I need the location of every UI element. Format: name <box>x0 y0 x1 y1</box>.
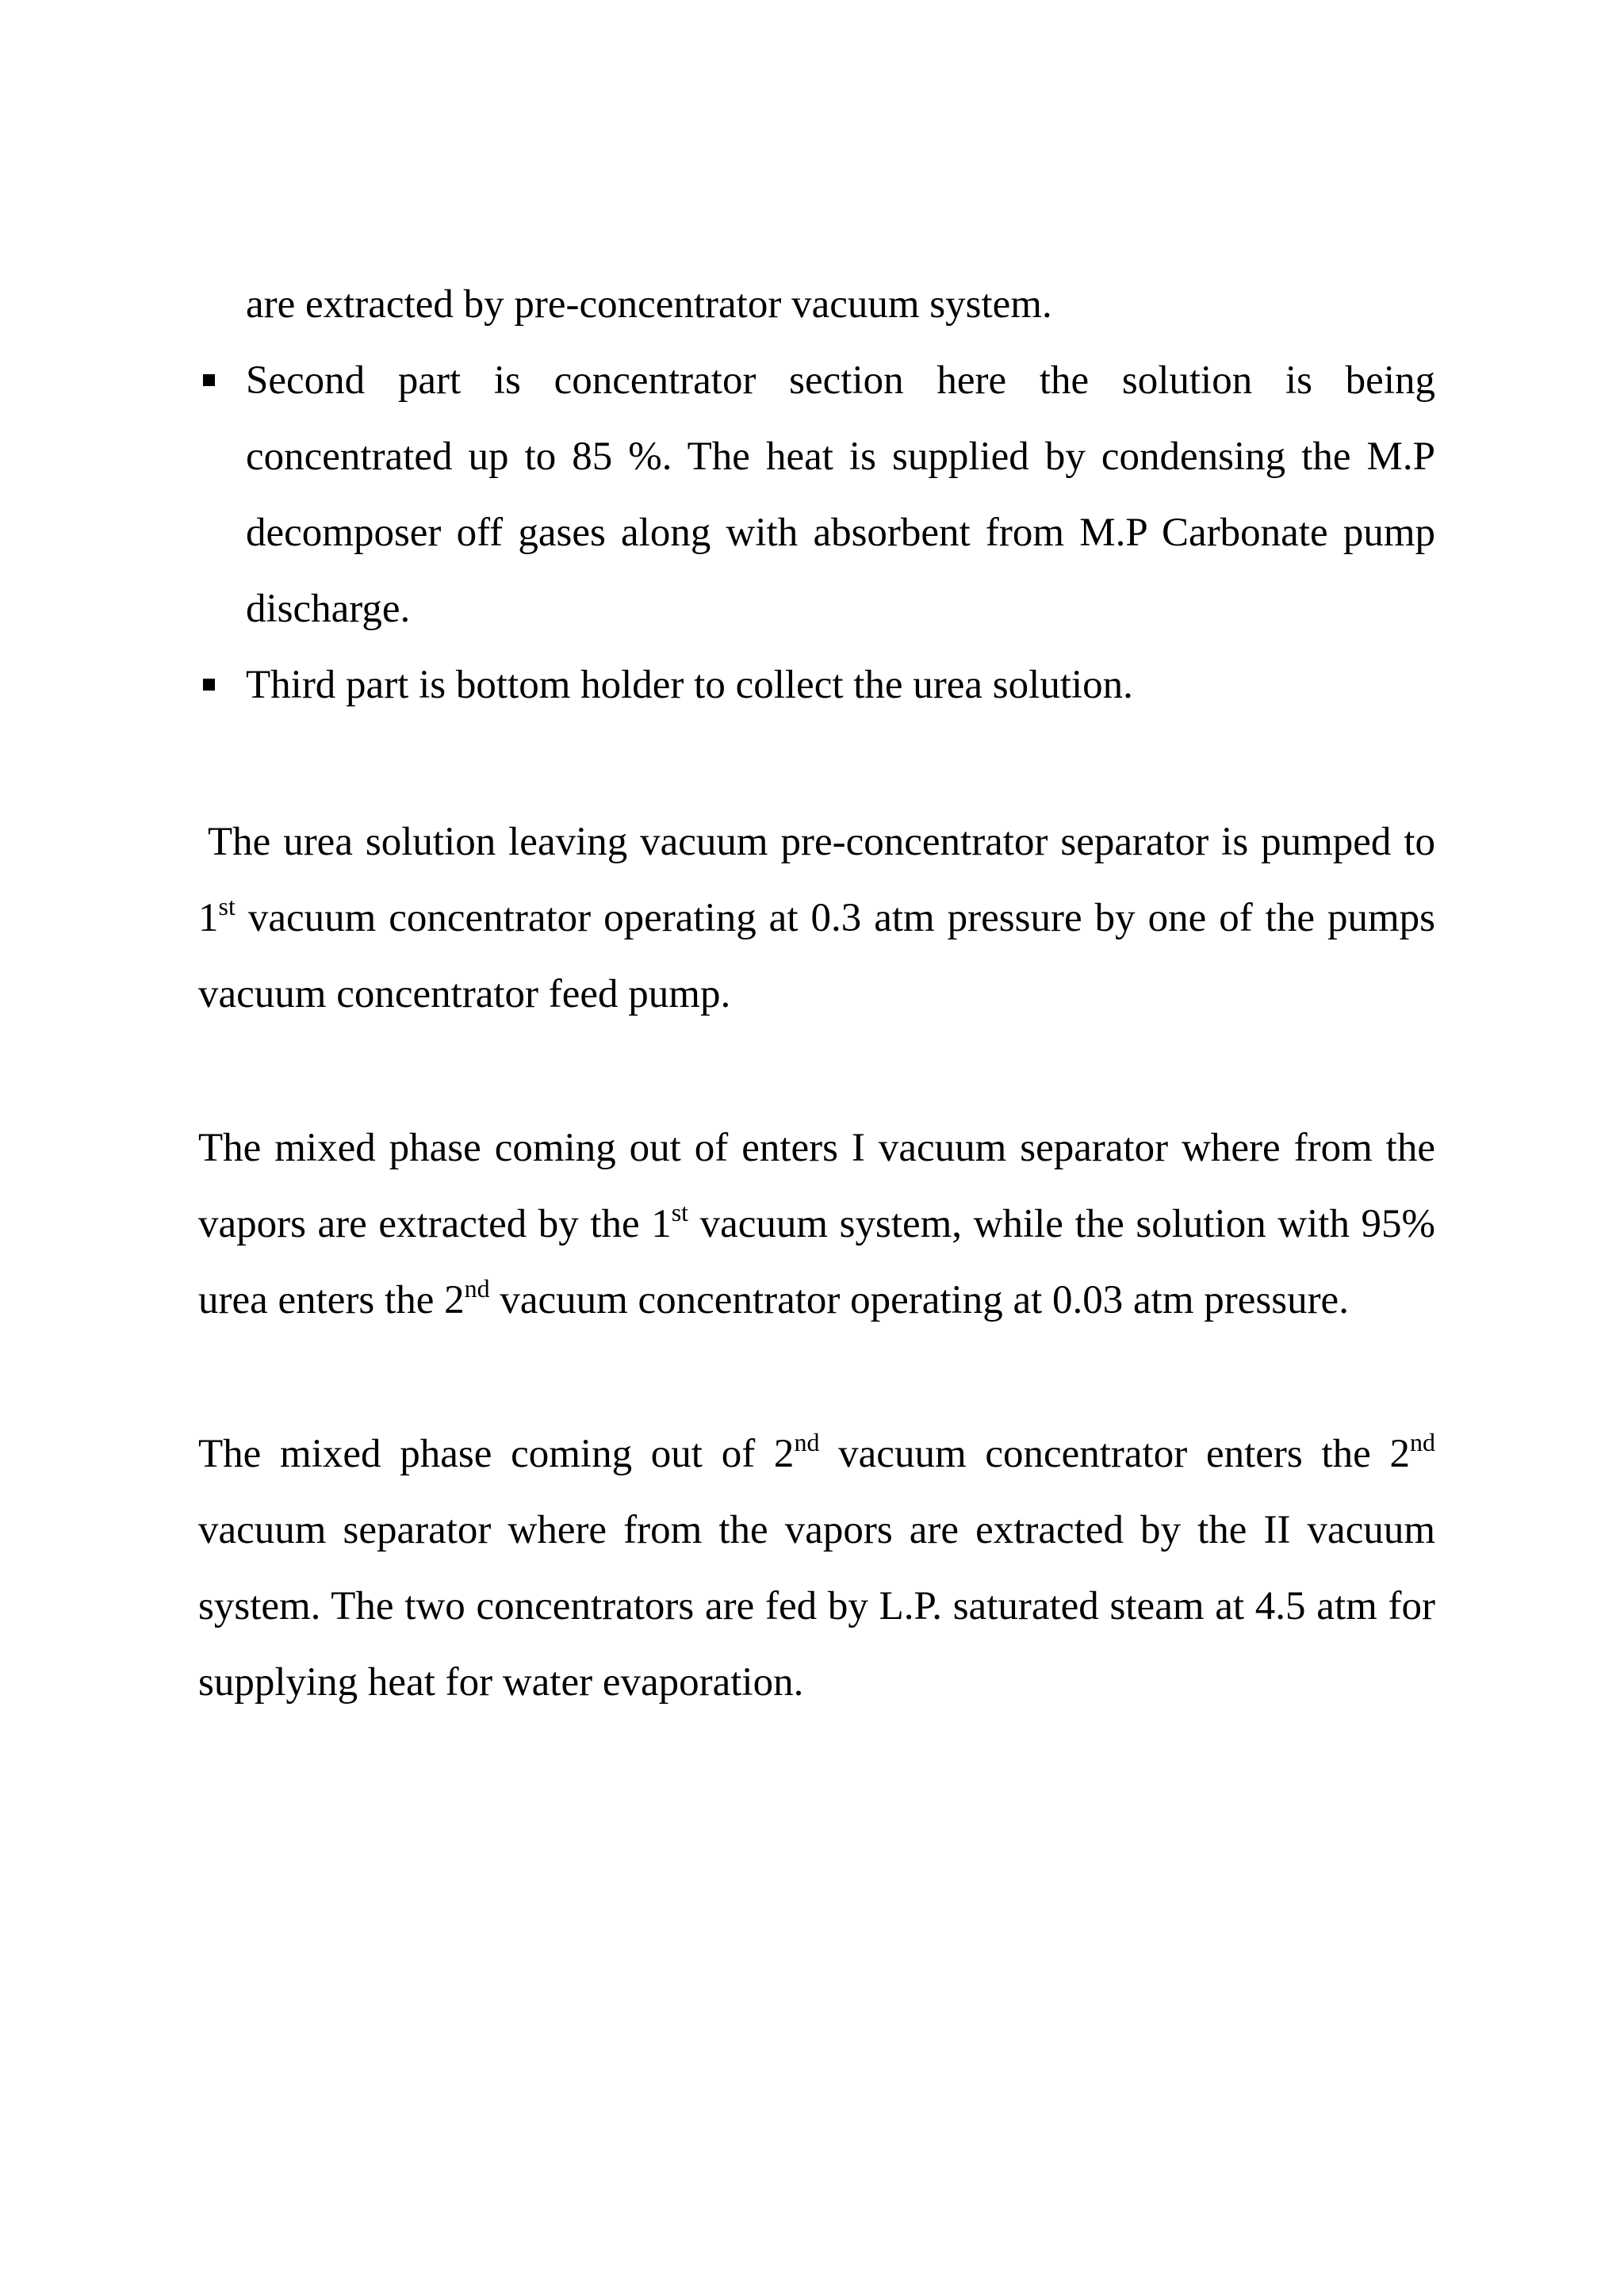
paragraph <box>198 1110 1435 1338</box>
paragraph-text: vacuum concentrator operating at 0.3 atm pressure by one of the pumps vacuum concentrator feed pump. <box>198 896 1435 1016</box>
bullet-text: Second part is concentrator section here the solution is being concentrated up to 85 %. The heat is supplied by condensing the M.P decomposer off gases along with absorbent from M.P Carbonate pump discharge. <box>246 358 1435 631</box>
square-bullet-icon <box>203 374 215 386</box>
paragraph-text: vacuum concentrator enters the 2 <box>819 1432 1410 1476</box>
paragraph-text: The urea solution leaving vacuum pre-concentrator separator is pumped to 1 <box>198 820 1435 940</box>
superscript: st <box>218 892 236 920</box>
page-content <box>198 266 1435 1720</box>
superscript: st <box>671 1198 689 1226</box>
superscript: nd <box>464 1274 490 1303</box>
bullet-list <box>198 342 1435 723</box>
superscript: nd <box>794 1428 820 1456</box>
paragraph <box>198 1416 1435 1720</box>
paragraph-text: The mixed phase coming out of enters I vacuum separator where from the vapors are extracted by the 1 <box>198 1126 1435 1246</box>
square-bullet-icon <box>203 679 215 691</box>
bullet-text: Third part is bottom holder to collect the urea solution. <box>246 663 1133 707</box>
bullet-item <box>198 342 1435 647</box>
paragraph-text: vacuum concentrator operating at 0.03 atm pressure. <box>489 1278 1349 1322</box>
paragraph-text: vacuum system, while the solution with 95% urea enters the 2 <box>198 1202 1435 1322</box>
superscript: nd <box>1410 1428 1435 1456</box>
bullet-item <box>198 647 1435 723</box>
paragraph-text: The mixed phase coming out of 2 <box>198 1432 795 1476</box>
paragraph <box>198 804 1435 1032</box>
paragraph-text: vacuum separator where from the vapors are extracted by the II vacuum system. The two concentrators are fed by L.P. saturated steam at 4.5 atm for supplying heat for water evaporation. <box>198 1508 1435 1705</box>
continued-bullet-text: are extracted by pre-concentrator vacuum system. <box>246 282 1052 327</box>
